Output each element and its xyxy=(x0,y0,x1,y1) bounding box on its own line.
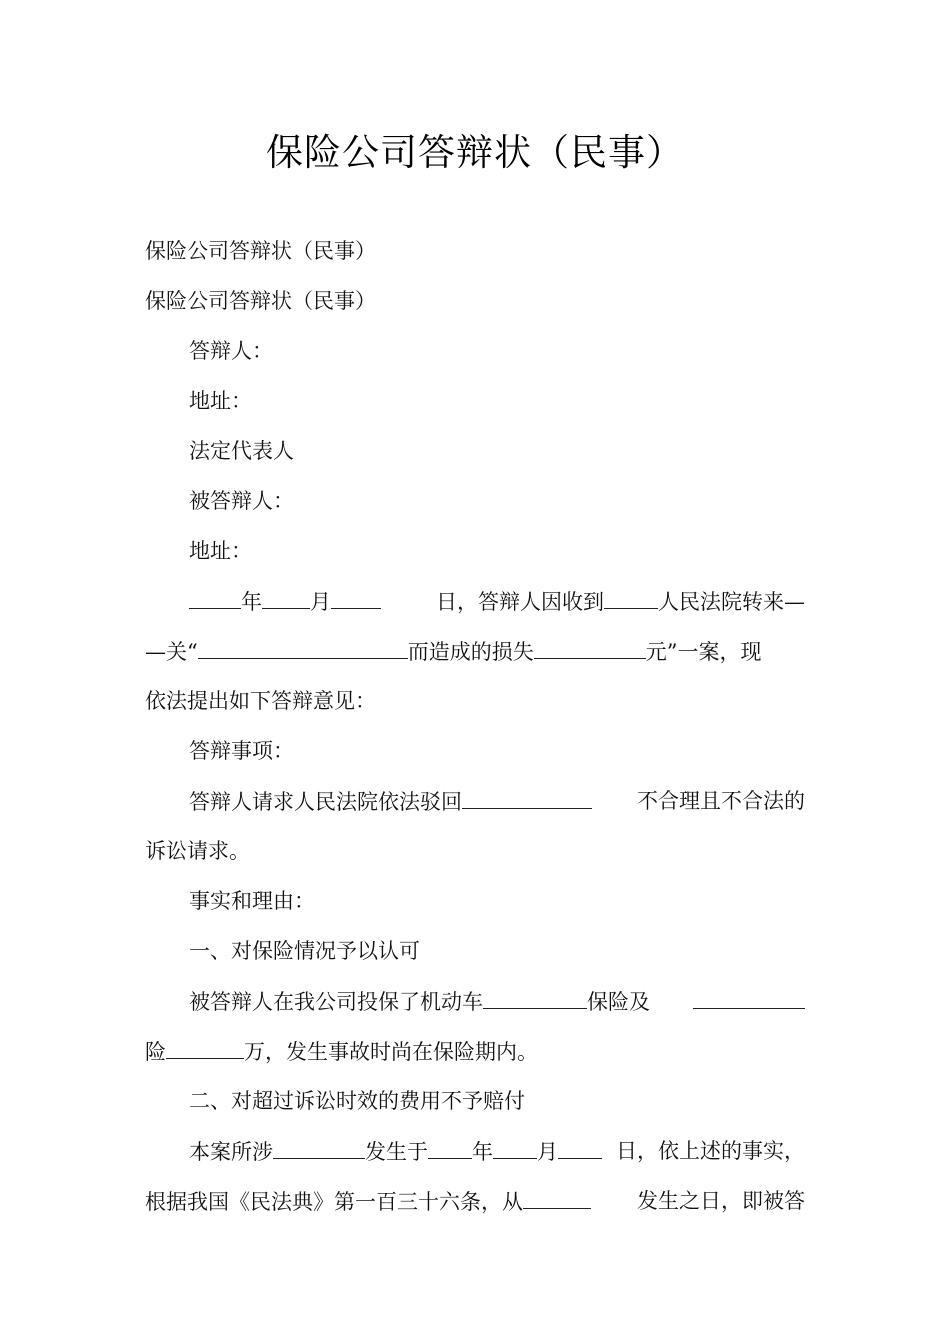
intro-line-2 xyxy=(145,636,805,667)
amount-blank xyxy=(166,1036,244,1059)
document-title: 保险公司答辩状（民事） xyxy=(266,131,684,174)
section2-line-2: 根据我国《民法典》第一百三十六条，从 发生之日，即被答 xyxy=(145,1186,805,1217)
day-blank xyxy=(558,1136,602,1159)
items-heading: 答辩事项： xyxy=(189,739,294,763)
address-label: 地址： xyxy=(189,539,252,563)
month-blank xyxy=(493,1136,537,1159)
section1-heading: 一、对保险情况予以认可 xyxy=(189,939,420,963)
request-blank xyxy=(462,786,592,809)
year-blank xyxy=(428,1136,472,1159)
section1-line-2: 险 万，发生事故时尚在保险期内。 xyxy=(145,1036,538,1067)
respondent-label: 答辩人： xyxy=(189,339,273,363)
appellee-label: 被答辩人： xyxy=(189,489,294,513)
intro-line-1 xyxy=(189,586,805,617)
legal-representative-label: 法定代表人 xyxy=(189,439,294,463)
year-blank xyxy=(189,586,241,609)
month-blank xyxy=(262,586,310,609)
court-blank xyxy=(604,586,658,609)
section2-text: 本案所涉 发生于 年 月 xyxy=(189,1136,602,1167)
request-line-1: 答辩人请求人民法院依法驳回 不合理且不合法的 xyxy=(189,786,805,817)
intro-text: 日，答辩人因收到 人民法院转来— xyxy=(436,586,805,617)
event-blank xyxy=(523,1186,591,1209)
insurance-type-blank xyxy=(483,986,587,1009)
date-line: 年 月 xyxy=(189,586,381,617)
request-line-2: 诉讼请求。 xyxy=(145,839,250,863)
facts-heading: 事实和理由： xyxy=(189,889,315,913)
address-label: 地址： xyxy=(189,389,252,413)
section1-line-1 xyxy=(189,986,805,1017)
section1-text: 被答辩人在我公司投保了机动车 保险及 xyxy=(189,986,650,1017)
expense-blank xyxy=(273,1136,365,1159)
subtitle-line: 保险公司答辩状（民事） xyxy=(145,239,376,263)
section2-line-1: 本案所涉 发生于 年 月 日，依上述的事实， xyxy=(189,1136,805,1167)
extra-insurance-blank xyxy=(693,986,805,1009)
case-cause-blank xyxy=(198,636,408,659)
amount-blank xyxy=(534,636,646,659)
request-text: 答辩人请求人民法院依法驳回 xyxy=(189,786,592,817)
section2-cont: 根据我国《民法典》第一百三十六条，从 xyxy=(145,1186,591,1217)
section2-heading: 二、对超过诉讼时效的费用不予赔付 xyxy=(189,1089,525,1113)
subtitle-line: 保险公司答辩状（民事） xyxy=(145,289,376,313)
case-text: —关“ 而造成的损失 元”一案，现 xyxy=(145,636,762,667)
day-blank xyxy=(331,586,381,609)
intro-line-3: 依法提出如下答辩意见： xyxy=(145,689,376,713)
